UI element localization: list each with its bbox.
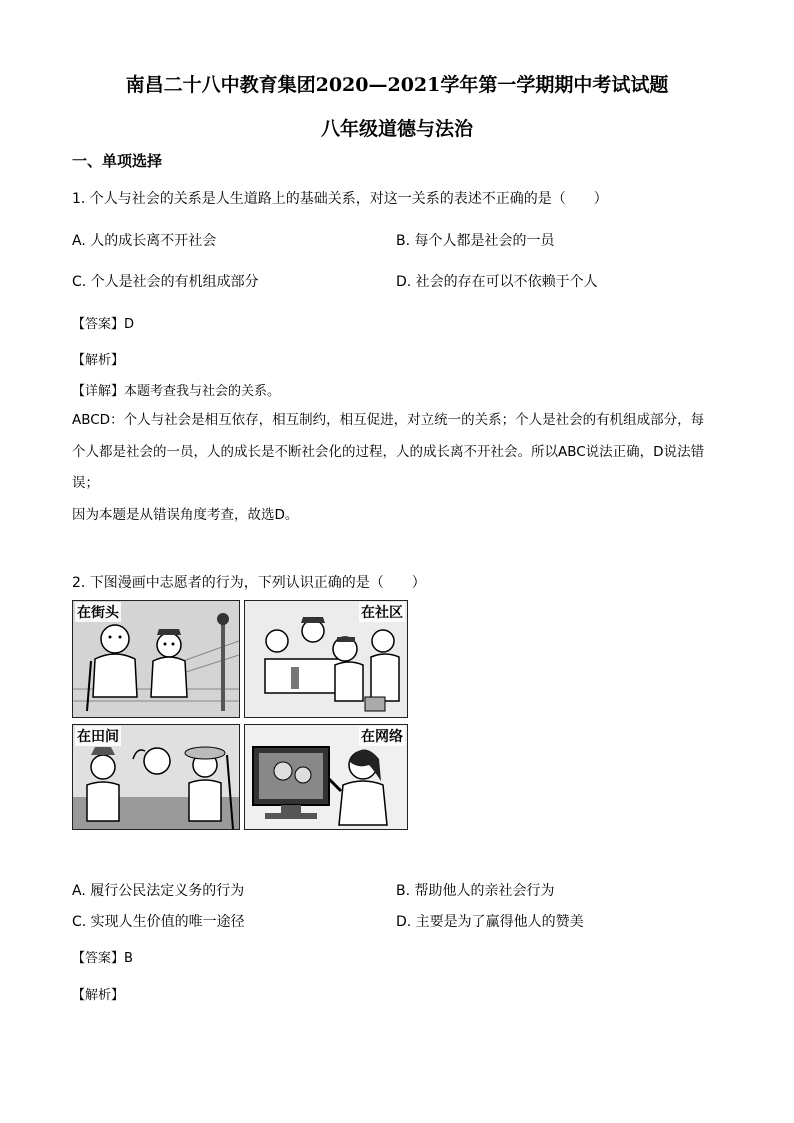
exam-title: 南昌二十八中教育集团2020—2021学年第一学期期中考试试题 <box>125 74 669 96</box>
q1-option-a: A. 人的成长离不开社会 <box>72 233 217 249</box>
q2-option-b: B. 帮助他人的亲社会行为 <box>396 883 555 899</box>
q1-explanation-line-4: 因为本题是从错误角度考查，故选D。 <box>72 507 299 523</box>
q1-analysis-label: 【解析】 <box>72 353 125 368</box>
q2-answer: 【答案】B <box>72 951 133 966</box>
question-2-stem: 2. 下图漫画中志愿者的行为，下列认识正确的是（ ） <box>72 575 426 591</box>
q2-option-d: D. 主要是为了赢得他人的赞美 <box>396 914 584 930</box>
panel-caption-internet: 在网络 <box>359 726 405 746</box>
q1-option-d: D. 社会的存在可以不依赖于个人 <box>396 274 598 290</box>
panel-caption-community: 在社区 <box>359 602 405 622</box>
cartoon-panel-fields <box>72 724 240 830</box>
exam-subject: 八年级道德与法治 <box>320 118 473 140</box>
q1-detail: 【详解】本题考查我与社会的关系。 <box>72 384 281 399</box>
question-1-stem: 1. 个人与社会的关系是人生道路上的基础关系，对这一关系的表述不正确的是（ ） <box>72 191 608 207</box>
q1-explanation-line-1: ABCD：个人与社会是相互依存，相互制约，相互促进，对立统一的关系；个人是社会的有机组成部分，每 <box>72 412 705 428</box>
cartoon-panel-street <box>72 600 240 718</box>
q1-explanation-line-2: 个人都是社会的一员，人的成长是不断社会化的过程，人的成长离不开社会。所以ABC说法正确，D说法错 <box>72 444 705 460</box>
section-heading: 一、单项选择 <box>72 152 163 170</box>
q2-option-a: A. 履行公民法定义务的行为 <box>72 883 245 899</box>
q1-option-c: C. 个人是社会的有机组成部分 <box>72 274 259 290</box>
q1-explanation-line-3: 误； <box>72 475 99 491</box>
q1-answer: 【答案】D <box>72 317 135 332</box>
volunteer-cartoon <box>72 600 406 828</box>
q2-option-c: C. 实现人生价值的唯一途径 <box>72 914 245 930</box>
cartoon-panel-internet <box>244 724 408 830</box>
q1-option-b: B. 每个人都是社会的一员 <box>396 233 555 249</box>
q2-analysis-label: 【解析】 <box>72 988 125 1003</box>
panel-caption-fields: 在田间 <box>75 726 121 746</box>
cartoon-panel-community <box>244 600 408 718</box>
panel-caption-street: 在街头 <box>75 602 121 622</box>
